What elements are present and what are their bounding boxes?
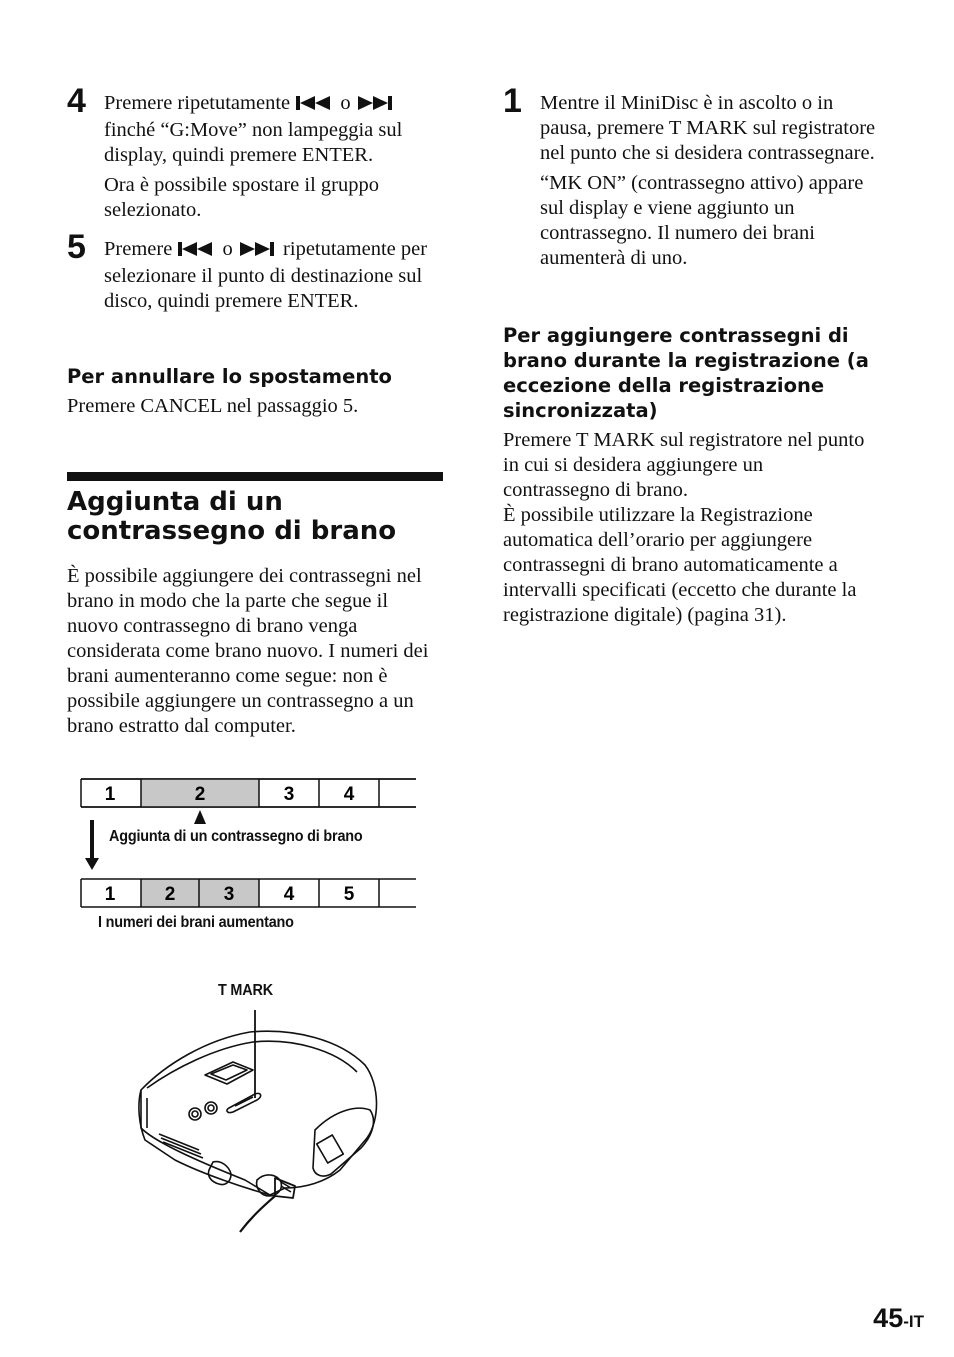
step-4-post: finché “G:Move” non lampeggia sul display, quindi premere ENTER. [104,119,403,166]
page-number [873,1303,924,1334]
step-4-text [104,91,444,223]
during-rec-heading: Per aggiungere contrassegni di brano durante la registrazione (a eccezione della registrazione sincronizzata) [503,324,869,422]
next-track-icon [238,239,278,264]
top-track-label: 3 [283,784,295,805]
during-rec-p2: È possibile utilizzare la Registrazione automatica dell’orario per aggiungere contrassegni di brano automaticamente a intervalli specificati (eccetto che durante la registrazione digitale) (pagina 31). [503,504,857,626]
bottom-track-label: 2 [164,884,176,905]
diagram-arrow-label: Aggiunta di un contrassegno di brano [109,828,363,845]
cancel-block [67,364,447,419]
step-5-pre: Premere [104,238,173,260]
section-rule [67,472,443,481]
top-track-label: 4 [343,784,355,805]
diagram-caption: I numeri dei brani aumentano [98,914,294,931]
next-track-icon [356,93,396,118]
cancel-heading: Per annullare lo spostamento [67,365,392,388]
step-4-number: 4 [67,82,86,120]
bottom-track-label: 5 [343,884,355,905]
during-rec-block [503,323,873,628]
down-arrow-icon [85,858,99,870]
step-4-note: Ora è possibile spostare il gruppo selezionato. [104,174,379,221]
prev-track-icon [177,239,217,264]
highlight-track-bottom [141,879,259,907]
insert-marker-icon [194,810,206,824]
t-mark-label: T MARK [218,982,273,999]
md-recorder-illustration [135,1010,385,1235]
top-track-label: 2 [194,784,206,805]
bottom-track-label: 4 [283,884,295,905]
prev-track-icon [295,93,335,118]
step-5-mid: o [222,238,233,260]
step-5-text [104,237,444,314]
section-title [67,488,447,546]
bottom-track-label: 3 [223,884,235,905]
step-1-text [540,91,880,271]
section-title-line2: contrassegno di brano [67,516,397,546]
step-4-mid: o [340,92,351,114]
step-5-number: 5 [67,228,86,266]
during-rec-p1: Premere T MARK sul registratore nel punto in cui si desidera aggiungere un contrassegno di brano. [503,429,865,501]
section-body: È possibile aggiungere dei contrassegni nel brano in modo che la parte che segue il nuovo contrassegno di brano venga considerata come brano nuovo. I numeri dei brani aumenteranno come segue: non è possibile aggiungere un contrassegno a un brano estratto dal computer. [67,565,429,737]
bottom-track-label: 1 [104,884,116,905]
step-1-instruction: Mentre il MiniDisc è in ascolto o in pausa, premere T MARK sul registratore nel punto che si desidera contrassegnare. [540,92,876,164]
top-track-label: 1 [104,784,116,805]
page-number-value: 45 [873,1303,904,1333]
step-4-pre: Premere ripetutamente [104,92,291,114]
step-5-post: ripetutamente per selezionare il punto di destinazione sul disco, quindi premere ENTER. [104,238,428,312]
page-number-suffix: -IT [903,1312,924,1331]
step-1-note: “MK ON” (contrassegno attivo) appare sul display e viene aggiunto un contrassegno. Il numero dei brani aumenterà di uno. [540,172,864,269]
section-title-line1: Aggiunta di un [67,487,283,517]
step-1-number: 1 [503,82,522,120]
cancel-text: Premere CANCEL nel passaggio 5. [67,395,359,417]
